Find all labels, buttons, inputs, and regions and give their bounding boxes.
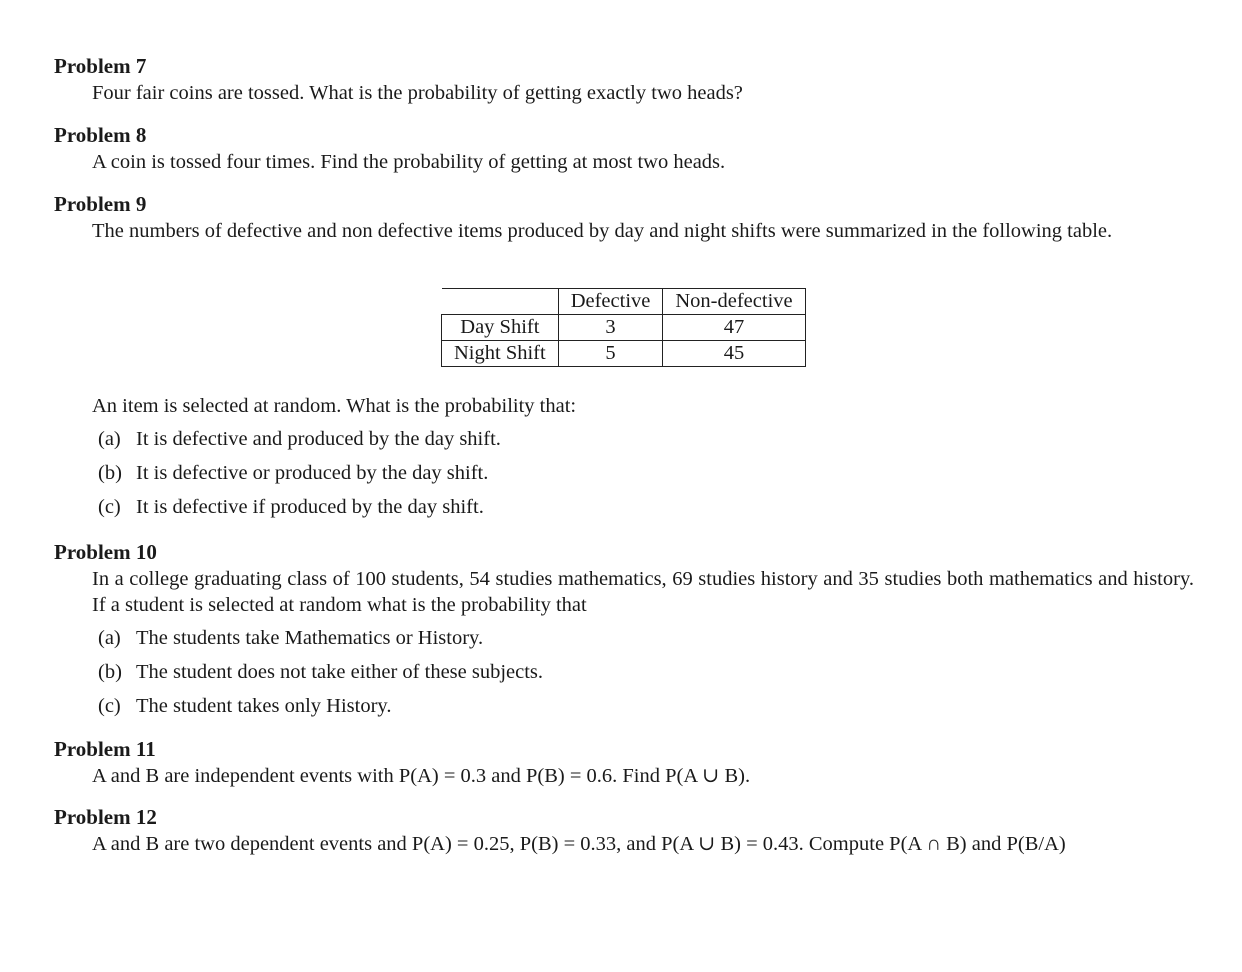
item-label: (c) [98,496,121,518]
list-item [98,456,1194,490]
table-header-row [442,289,806,315]
table-cell: 3 [558,315,663,341]
problem-12 [54,805,1194,857]
table-cell: 45 [663,341,805,367]
item-label: (c) [98,695,121,717]
problem-text: The numbers of defective and non defective items produced by day and night shifts were summarized in the following table. [92,220,1113,242]
table-header-cell [442,289,559,315]
problem-text: In a college graduating class of 100 students, 54 studies mathematics, 69 studies history and 35 studies both mathematics and history. If a student is selected at random what is the probability that [92,568,1194,616]
problem-9-questions [54,393,1194,524]
problem-title: Problem 9 [54,192,147,216]
item-text: The students take Mathematics or History. [136,627,484,649]
item-label: (b) [98,661,122,683]
item-text: It is defective or produced by the day shift. [136,462,489,484]
list-item [98,422,1194,456]
table-row-label: Day Shift [442,315,559,341]
list-item [98,689,1194,723]
problem-7 [54,54,1194,106]
problem-8 [54,123,1194,175]
item-label: (b) [98,462,122,484]
item-text: It is defective if produced by the day shift. [136,496,484,518]
table-header-cell: Defective [558,289,663,315]
item-text: The student does not take either of these subjects. [136,661,544,683]
problem-11 [54,737,1194,789]
item-text: The student takes only History. [136,695,392,717]
item-label: (a) [98,627,121,649]
problem-text: A and B are independent events with P(A) = 0.3 and P(B) = 0.6. Find P(A ∪ B). [92,765,751,787]
defect-table [441,288,806,367]
problem-text: Four fair coins are tossed. What is the probability of getting exactly two heads? [92,82,743,104]
problem-title: Problem 10 [54,540,157,564]
table-cell: 47 [663,315,805,341]
question-list [98,422,1194,524]
problem-title: Problem 11 [54,737,156,761]
problem-title: Problem 12 [54,805,157,829]
question-list [98,621,1194,723]
problem-text: A and B are two dependent events and P(A) = 0.25, P(B) = 0.33, and P(A ∪ B) = 0.43. Compute P(A ∩ B) and P(B/A) [92,833,1066,855]
problem-title: Problem 7 [54,54,147,78]
table-row-label: Night Shift [442,341,559,367]
table-row [442,315,806,341]
list-item [98,621,1194,655]
item-text: It is defective and produced by the day shift. [136,428,501,450]
list-item [98,655,1194,689]
problem-title: Problem 8 [54,123,147,147]
problem-text: A coin is tossed four times. Find the probability of getting at most two heads. [92,151,726,173]
problem-9 [54,192,1194,244]
table-cell: 5 [558,341,663,367]
question-text: An item is selected at random. What is the probability that: [92,395,577,417]
list-item [98,490,1194,524]
table-header-cell: Non-defective [663,289,805,315]
table-row [442,341,806,367]
item-label: (a) [98,428,121,450]
problem-10 [54,540,1194,723]
